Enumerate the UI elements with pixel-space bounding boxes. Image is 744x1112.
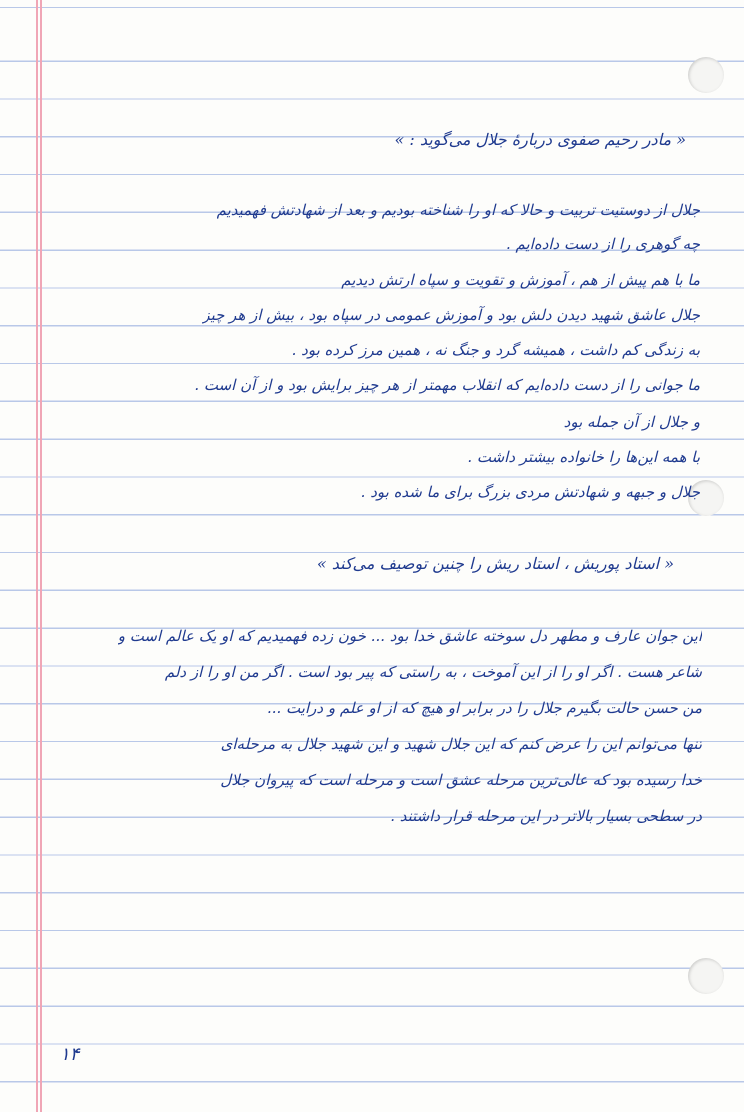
heading-2: « استاد پوریش ، استاد ریش را چنین توصیف می‌کند » [316,554,674,573]
section-1-line-1: جلال از دوستیت تربیت و حالا که او را شناخته بودیم و بعد از شهادتش فهمیدیم [216,201,700,219]
section-1-line-8: با همه این‌ها را خانواده بیشتر داشت . [467,448,700,466]
section-2-line-6: در سطحی بسیار بالاتر در این مرحله قرار داشتند . [390,807,702,825]
margin-line-left [36,0,38,1112]
section-1-line-2: چه گوهری را از دست داده‌ایم . [505,235,700,253]
section-1-line-9: جلال و جبهه و شهادتش مردی بزرگ برای ما شده بود . [360,483,700,501]
section-1-line-7: و جلال از آن جمله بود [563,413,700,431]
punch-hole-top [688,57,724,93]
heading-1: « مادر رحیم صفوی دربارهٔ جلال می‌گوید : » [394,130,686,149]
section-1-line-6: ما جوانی را از دست داده‌ایم که انقلاب مهمتر از هر چیز برایش بود و از آن است . [194,376,700,394]
section-1-line-4: جلال عاشق شهید دیدن دلش بود و آموزش عمومی در سپاه بود ، بیش از هر چیز [202,306,700,324]
section-1-line-3: ما با هم پیش از هم ، آموزش و تقویت و سپاه ارتش دیدیم [341,271,700,289]
section-2-line-3: من حسن حالت بگیرم جلال را در برابر او هیچ که از او علم و درایت ... [266,699,702,717]
page-number: ۱۴ [60,1044,80,1065]
section-2-line-4: تنها می‌توانم این را عرض کنم که این جلال شهید و این شهید جلال به مرحله‌ای [220,735,702,753]
section-1-line-5: به زندگی کم داشت ، همیشه گرد و جنگ نه ، همین مرز کرده بود . [291,341,700,359]
section-2-line-2: شاعر هست . اگر او را از این آموخت ، به راستی که پیر بود است . اگر من او را از دلم [164,663,702,681]
section-2-line-5: خدا رسیده بود که عالی‌ترین مرحله عشق است و مرحله است که پیروان جلال [220,771,702,789]
margin-line-left-inner [40,0,42,1112]
section-2-line-1: این جوان عارف و مطهر دل سوخته عاشق خدا بود ... خون زده فهمیدیم که او یک عالم است و [117,627,702,645]
punch-hole-bottom [688,958,724,994]
